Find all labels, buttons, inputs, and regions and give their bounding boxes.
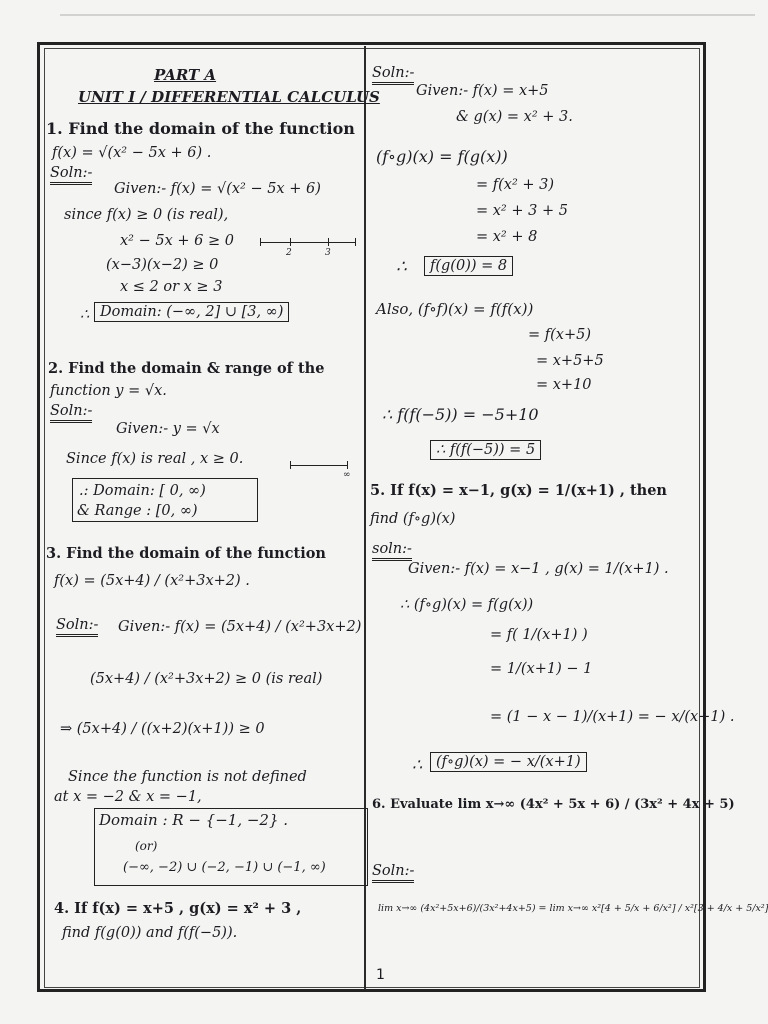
therefore-symbol: ∴ <box>412 755 423 774</box>
number-line-q1 <box>260 242 356 243</box>
q4-given-g: & g(x) = x² + 3. <box>456 109 573 125</box>
q3-answer-box <box>94 808 368 886</box>
question-4-task: find f(g(0)) and f(f(−5)). <box>62 925 238 941</box>
q4-fof-step-4: = x+10 <box>536 377 592 393</box>
q2-domain: .: Domain: [ 0, ∞) <box>79 483 206 499</box>
q1-step-1: x² − 5x + 6 ≥ 0 <box>120 233 234 249</box>
number-line-label: ∞ <box>343 470 351 480</box>
q3-domain: Domain : R − {−1, −2} . <box>99 811 289 829</box>
q5-step-3: = 1/(x+1) − 1 <box>490 661 593 677</box>
question-3-title: 3. Find the domain of the function <box>46 545 326 562</box>
question-6-title: 6. Evaluate lim x→∞ (4x² + 5x + 6) / (3x² + 4x + 5) <box>372 797 735 812</box>
q1-step-3: x ≤ 2 or x ≥ 3 <box>120 279 223 295</box>
solution-label: Soln:- <box>372 64 414 85</box>
page-top-edge <box>60 14 755 16</box>
q4-fog-step-4: = x² + 8 <box>476 229 538 245</box>
q3-step-1: (5x+4) / (x²+3x+2) ≥ 0 (is real) <box>90 671 323 687</box>
number-line-tick <box>328 238 329 246</box>
question-3-function: f(x) = (5x+4) / (x²+3x+2) . <box>54 573 250 589</box>
part-heading: PART A <box>154 66 217 84</box>
q2-given: Given:- y = √x <box>116 421 220 437</box>
number-line-label: 2 <box>286 248 292 258</box>
q4-fog-step-3: = x² + 3 + 5 <box>476 203 568 219</box>
q1-given: Given:- f(x) = √(x² − 5x + 6) <box>114 181 321 197</box>
q4-fof-step-1: Also, (f∘f)(x) = f(f(x)) <box>376 300 534 318</box>
q5-step-2: = f( 1/(x+1) ) <box>490 627 588 643</box>
q4-fof-step-5: ∴ f(f(−5)) = −5+10 <box>382 405 539 424</box>
number-line-tick <box>347 461 348 469</box>
solution-label: Soln:- <box>372 862 414 883</box>
q4-fof-answer-box: ∴ f(f(−5)) = 5 <box>430 440 541 460</box>
q4-fog-step-2: = f(x² + 3) <box>476 177 555 193</box>
q5-answer-box: (f∘g)(x) = − x/(x+1) <box>430 752 587 772</box>
q3-given: Given:- f(x) = (5x+4) / (x²+3x+2) <box>118 619 362 635</box>
question-1-function: f(x) = √(x² − 5x + 6) . <box>52 145 212 161</box>
q1-step-2: (x−3)(x−2) ≥ 0 <box>106 257 219 273</box>
q4-given-f: Given:- f(x) = x+5 <box>416 83 549 99</box>
q3-domain-intervals: (−∞, −2) ∪ (−2, −1) ∪ (−1, ∞) <box>123 860 326 875</box>
q4-fof-step-3: = x+5+5 <box>536 353 604 369</box>
q4-fog-answer-box: f(g(0)) = 8 <box>424 256 513 276</box>
therefore-symbol: ∴ <box>80 307 90 323</box>
question-2-title: 2. Find the domain & range of the <box>48 360 325 377</box>
q2-since: Since f(x) is real , x ≥ 0. <box>66 451 244 467</box>
q2-answer-box <box>72 478 258 522</box>
q3-step-3: Since the function is not defined <box>68 769 307 785</box>
q2-range: & Range : [0, ∞) <box>77 503 198 519</box>
q4-fog-step-1: (f∘g)(x) = f(g(x)) <box>376 147 508 166</box>
number-line-label: 3 <box>325 248 331 258</box>
number-line-tick <box>260 238 261 246</box>
q3-step-2: ⇒ (5x+4) / ((x+2)(x+1)) ≥ 0 <box>60 721 265 737</box>
q6-step-1: lim x→∞ (4x²+5x+6)/(3x²+4x+5) = lim x→∞ x²[4 + 5/x + 6/x²] / x²[3 + 4/x + 5/x²] <box>378 903 768 914</box>
q5-step-4: = (1 − x − 1)/(x+1) = − x/(x+1) . <box>490 709 735 725</box>
number-line-q2 <box>290 465 348 466</box>
unit-heading: UNIT I / DIFFERENTIAL CALCULUS <box>78 88 380 106</box>
question-5-task: find (f∘g)(x) <box>370 511 456 527</box>
page-number: 1 <box>376 967 385 983</box>
q3-step-4: at x = −2 & x = −1, <box>54 789 202 805</box>
question-4-title: 4. If f(x) = x+5 , g(x) = x² + 3 , <box>54 900 302 917</box>
q5-step-1: ∴ (f∘g)(x) = f(g(x)) <box>400 597 534 613</box>
question-1-title: 1. Find the domain of the function <box>46 119 355 138</box>
question-2-function: function y = √x. <box>50 383 167 399</box>
solution-label: Soln:- <box>56 616 98 637</box>
number-line-tick <box>355 238 356 246</box>
q1-since: since f(x) ≥ 0 (is real), <box>64 207 229 223</box>
question-5-title: 5. If f(x) = x−1, g(x) = 1/(x+1) , then <box>370 482 667 499</box>
number-line-tick <box>290 461 291 469</box>
number-line-tick <box>290 238 291 246</box>
q5-given: Given:- f(x) = x−1 , g(x) = 1/(x+1) . <box>408 561 669 577</box>
solution-label: Soln:- <box>50 402 92 423</box>
q1-answer-box: Domain: (−∞, 2] ∪ [3, ∞) <box>94 302 289 322</box>
therefore-symbol: ∴ <box>396 257 407 277</box>
q4-fof-step-2: = f(x+5) <box>528 327 591 343</box>
q3-or: (or) <box>135 839 158 853</box>
solution-label: soln:- <box>372 540 412 561</box>
solution-label: Soln:- <box>50 164 92 185</box>
